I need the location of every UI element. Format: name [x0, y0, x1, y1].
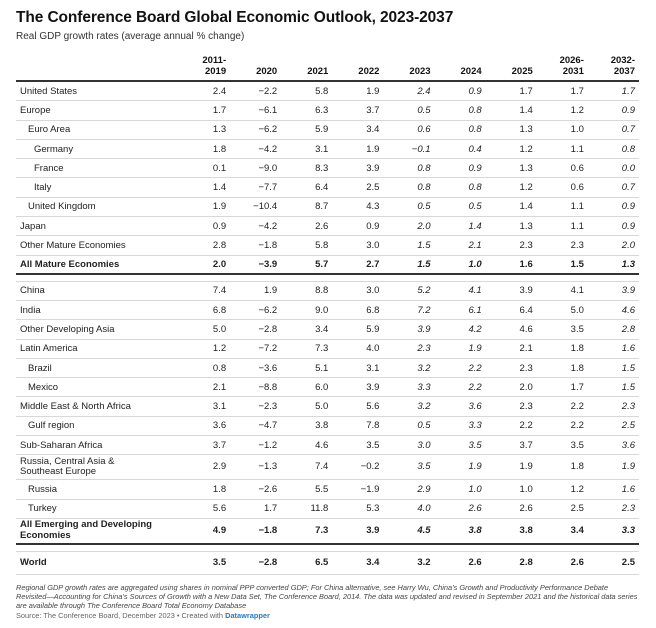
value-cell: 1.4	[435, 217, 486, 236]
value-cell: 3.5	[332, 436, 383, 455]
value-cell: 1.8	[179, 480, 230, 499]
subtitle: Real GDP growth rates (average annual % change)	[16, 31, 245, 42]
value-cell: 2.2	[486, 416, 537, 435]
table-row	[16, 81, 639, 101]
value-cell: 1.4	[486, 197, 537, 216]
value-cell: 3.1	[179, 397, 230, 416]
value-cell: 0.9	[435, 81, 486, 101]
value-cell: −4.2	[230, 139, 281, 158]
value-cell: 7.3	[281, 518, 332, 544]
value-cell: 2.8	[486, 551, 537, 574]
value-cell: 1.8	[537, 358, 588, 377]
value-cell: 5.0	[281, 397, 332, 416]
value-cell: 4.6	[281, 436, 332, 455]
value-cell: 1.0	[486, 480, 537, 499]
table-row	[16, 455, 639, 480]
value-cell: 3.5	[435, 436, 486, 455]
value-cell: 5.5	[281, 480, 332, 499]
value-cell: 1.9	[435, 339, 486, 358]
value-cell: 4.9	[179, 518, 230, 544]
page-title: The Conference Board Global Economic Outlook, 2023-2037	[16, 9, 454, 26]
total-row	[16, 518, 639, 544]
value-cell: 2.3	[537, 236, 588, 255]
value-cell: 1.5	[537, 255, 588, 274]
value-cell: 3.6	[179, 416, 230, 435]
row-label: Brazil	[16, 358, 179, 377]
table-row	[16, 139, 639, 158]
row-label: World	[16, 551, 179, 574]
value-cell: 8.3	[281, 159, 332, 178]
value-cell: 6.3	[281, 101, 332, 120]
value-cell: 1.2	[486, 139, 537, 158]
spacer-cell	[16, 274, 639, 282]
value-cell: 7.4	[179, 281, 230, 300]
value-cell: 2.3	[588, 499, 639, 518]
value-cell: 3.9	[588, 281, 639, 300]
value-cell: 2.2	[435, 358, 486, 377]
value-cell: 1.0	[537, 120, 588, 139]
value-cell: 1.1	[537, 139, 588, 158]
value-cell: 2.1	[435, 236, 486, 255]
table-row	[16, 358, 639, 377]
value-cell: 3.1	[281, 139, 332, 158]
value-cell: 0.6	[537, 159, 588, 178]
spacer-row	[16, 544, 639, 552]
table-row	[16, 416, 639, 435]
value-cell: 3.9	[486, 281, 537, 300]
value-cell: 0.6	[383, 120, 434, 139]
value-cell: 2.0	[588, 236, 639, 255]
value-cell: 2.4	[179, 81, 230, 101]
value-cell: 5.9	[281, 120, 332, 139]
value-cell: 1.7	[537, 81, 588, 101]
value-cell: 0.8	[588, 139, 639, 158]
column-header: 2024	[460, 66, 482, 77]
value-cell: 2.6	[281, 217, 332, 236]
value-cell: 5.7	[281, 255, 332, 274]
value-cell: 2.6	[435, 551, 486, 574]
value-cell: 9.0	[281, 300, 332, 319]
value-cell: 3.0	[332, 236, 383, 255]
spacer-cell	[16, 544, 639, 552]
row-label: Europe	[16, 101, 179, 120]
value-cell: 2.1	[179, 378, 230, 397]
row-label: France	[16, 159, 179, 178]
column-header: 2032- 2037	[610, 55, 635, 77]
value-cell: 3.0	[332, 281, 383, 300]
value-cell: 1.2	[537, 480, 588, 499]
value-cell: 2.5	[332, 178, 383, 197]
value-cell: 5.9	[332, 320, 383, 339]
value-cell: 1.7	[588, 81, 639, 101]
value-cell: 4.1	[537, 281, 588, 300]
column-header: 2026- 2031	[559, 55, 584, 77]
value-cell: 3.5	[383, 455, 434, 480]
row-label: All Mature Economies	[16, 255, 179, 274]
value-cell: 0.8	[435, 178, 486, 197]
table-row	[16, 236, 639, 255]
table-row	[16, 397, 639, 416]
value-cell: 1.9	[486, 455, 537, 480]
table-row	[16, 120, 639, 139]
value-cell: 1.3	[486, 120, 537, 139]
value-cell: 3.8	[435, 518, 486, 544]
value-cell: 2.5	[537, 499, 588, 518]
value-cell: 1.7	[486, 81, 537, 101]
value-cell: 6.5	[281, 551, 332, 574]
value-cell: 3.9	[332, 378, 383, 397]
table-body	[16, 81, 639, 574]
table-row	[16, 217, 639, 236]
value-cell: 0.9	[588, 101, 639, 120]
value-cell: 3.2	[383, 358, 434, 377]
value-cell: −4.2	[230, 217, 281, 236]
value-cell: −10.4	[230, 197, 281, 216]
value-cell: 3.5	[179, 551, 230, 574]
value-cell: 6.8	[179, 300, 230, 319]
table-row	[16, 101, 639, 120]
value-cell: 3.4	[332, 120, 383, 139]
gdp-table	[16, 55, 639, 575]
row-label: United States	[16, 81, 179, 101]
value-cell: 3.6	[588, 436, 639, 455]
value-cell: 2.9	[383, 480, 434, 499]
value-cell: 2.3	[486, 358, 537, 377]
value-cell: 4.1	[435, 281, 486, 300]
value-cell: 2.3	[588, 397, 639, 416]
value-cell: 2.3	[383, 339, 434, 358]
value-cell: 1.5	[588, 358, 639, 377]
value-cell: 3.5	[537, 436, 588, 455]
value-cell: 2.3	[486, 397, 537, 416]
value-cell: −2.8	[230, 551, 281, 574]
value-cell: 1.8	[537, 339, 588, 358]
column-header: 2025	[511, 66, 533, 77]
value-cell: 1.2	[486, 178, 537, 197]
row-label: Latin America	[16, 339, 179, 358]
value-cell: 3.4	[281, 320, 332, 339]
value-cell: 2.0	[486, 378, 537, 397]
row-label: Germany	[16, 139, 179, 158]
value-cell: 1.7	[179, 101, 230, 120]
row-label: India	[16, 300, 179, 319]
value-cell: 0.8	[383, 159, 434, 178]
table-row	[16, 339, 639, 358]
table-row	[16, 378, 639, 397]
value-cell: −7.2	[230, 339, 281, 358]
value-cell: 2.3	[486, 236, 537, 255]
row-label: Japan	[16, 217, 179, 236]
value-cell: 2.6	[486, 499, 537, 518]
value-cell: 1.5	[383, 255, 434, 274]
value-cell: 0.5	[383, 416, 434, 435]
row-label: Euro Area	[16, 120, 179, 139]
value-cell: 1.0	[435, 480, 486, 499]
value-cell: 6.0	[281, 378, 332, 397]
value-cell: 7.4	[281, 455, 332, 480]
value-cell: 1.3	[486, 159, 537, 178]
value-cell: 0.9	[435, 159, 486, 178]
value-cell: 1.5	[383, 236, 434, 255]
value-cell: 5.0	[179, 320, 230, 339]
value-cell: −6.2	[230, 300, 281, 319]
value-cell: 2.2	[435, 378, 486, 397]
value-cell: −3.6	[230, 358, 281, 377]
value-cell: −1.3	[230, 455, 281, 480]
value-cell: 0.9	[588, 197, 639, 216]
row-label: China	[16, 281, 179, 300]
value-cell: 3.7	[332, 101, 383, 120]
value-cell: 0.4	[435, 139, 486, 158]
value-cell: 0.5	[383, 101, 434, 120]
value-cell: 0.8	[435, 120, 486, 139]
value-cell: −7.7	[230, 178, 281, 197]
value-cell: 3.6	[435, 397, 486, 416]
value-cell: 3.7	[486, 436, 537, 455]
value-cell: −0.2	[332, 455, 383, 480]
value-cell: 1.7	[537, 378, 588, 397]
datawrapper-link[interactable]: Datawrapper	[225, 610, 270, 620]
row-label: Turkey	[16, 499, 179, 518]
row-label: Sub-Saharan Africa	[16, 436, 179, 455]
value-cell: 11.8	[281, 499, 332, 518]
value-cell: 0.7	[588, 120, 639, 139]
value-cell: 1.6	[588, 480, 639, 499]
value-cell: 0.0	[588, 159, 639, 178]
value-cell: 2.0	[383, 217, 434, 236]
value-cell: 2.9	[179, 455, 230, 480]
column-header: 2021	[307, 66, 329, 77]
value-cell: 3.3	[383, 378, 434, 397]
value-cell: −1.8	[230, 518, 281, 544]
value-cell: 1.3	[486, 217, 537, 236]
value-cell: 7.8	[332, 416, 383, 435]
value-cell: 1.9	[435, 455, 486, 480]
value-cell: 2.8	[179, 236, 230, 255]
value-cell: 1.0	[435, 255, 486, 274]
value-cell: 3.0	[383, 436, 434, 455]
footnote: Regional GDP growth rates are aggregated using shares in nominal PPP converted GDP; For China alternative, see Harry Wu, China’s Growth and Productivity Performance Debate Revisited—Accounting for China’s Sources of Growth with a New Data Set, The Conference Board, 2014. The data was updated and revised in September 2021 and the historical data series are available through The Conference Board Total Economy Database	[16, 582, 638, 610]
value-cell: 7.2	[383, 300, 434, 319]
value-cell: 5.6	[179, 499, 230, 518]
value-cell: 3.3	[435, 416, 486, 435]
value-cell: −9.0	[230, 159, 281, 178]
table-header-row	[16, 55, 639, 81]
value-cell: −2.6	[230, 480, 281, 499]
value-cell: 0.8	[383, 178, 434, 197]
value-cell: 0.1	[179, 159, 230, 178]
value-cell: 4.0	[383, 499, 434, 518]
value-cell: 3.8	[281, 416, 332, 435]
value-cell: 0.9	[332, 217, 383, 236]
table-row	[16, 436, 639, 455]
value-cell: 3.7	[179, 436, 230, 455]
value-cell: 6.4	[281, 178, 332, 197]
value-cell: 7.3	[281, 339, 332, 358]
value-cell: 1.2	[537, 101, 588, 120]
value-cell: 2.2	[537, 416, 588, 435]
value-cell: 1.6	[486, 255, 537, 274]
value-cell: 8.7	[281, 197, 332, 216]
table-row	[16, 159, 639, 178]
value-cell: 3.9	[383, 320, 434, 339]
value-cell: 1.8	[537, 455, 588, 480]
value-cell: 1.4	[179, 178, 230, 197]
value-cell: 0.7	[588, 178, 639, 197]
value-cell: 6.8	[332, 300, 383, 319]
value-cell: 5.1	[281, 358, 332, 377]
value-cell: 3.4	[537, 518, 588, 544]
spacer-row	[16, 274, 639, 282]
row-label: Italy	[16, 178, 179, 197]
source-line	[16, 611, 640, 620]
value-cell: 0.5	[435, 197, 486, 216]
value-cell: 1.1	[537, 217, 588, 236]
row-label: Other Developing Asia	[16, 320, 179, 339]
column-header: 2023	[409, 66, 431, 77]
value-cell: 0.9	[179, 217, 230, 236]
value-cell: 0.8	[435, 101, 486, 120]
value-cell: 3.5	[537, 320, 588, 339]
row-label: United Kingdom	[16, 197, 179, 216]
value-cell: 2.8	[588, 320, 639, 339]
value-cell: 1.3	[588, 255, 639, 274]
value-cell: −0.1	[383, 139, 434, 158]
value-cell: −6.1	[230, 101, 281, 120]
value-cell: 6.1	[435, 300, 486, 319]
value-cell: 3.2	[383, 397, 434, 416]
header-label-empty	[16, 55, 179, 81]
value-cell: 2.6	[537, 551, 588, 574]
value-cell: 2.0	[179, 255, 230, 274]
value-cell: −6.2	[230, 120, 281, 139]
value-cell: 8.8	[281, 281, 332, 300]
value-cell: 1.3	[179, 120, 230, 139]
value-cell: 2.7	[332, 255, 383, 274]
row-label: Mexico	[16, 378, 179, 397]
value-cell: 3.1	[332, 358, 383, 377]
value-cell: 5.6	[332, 397, 383, 416]
value-cell: −1.2	[230, 436, 281, 455]
column-header: 2022	[358, 66, 380, 77]
table-row	[16, 300, 639, 319]
value-cell: −2.8	[230, 320, 281, 339]
value-cell: 3.2	[383, 551, 434, 574]
value-cell: 3.4	[332, 551, 383, 574]
value-cell: 1.4	[486, 101, 537, 120]
value-cell: 5.8	[281, 81, 332, 101]
table-row	[16, 480, 639, 499]
value-cell: 2.2	[537, 397, 588, 416]
value-cell: 3.9	[332, 159, 383, 178]
value-cell: 1.8	[179, 139, 230, 158]
table-row	[16, 281, 639, 300]
table-row	[16, 197, 639, 216]
value-cell: −2.3	[230, 397, 281, 416]
value-cell: 1.7	[230, 499, 281, 518]
value-cell: 2.6	[435, 499, 486, 518]
value-cell: 3.3	[588, 518, 639, 544]
value-cell: −1.9	[332, 480, 383, 499]
value-cell: 0.8	[179, 358, 230, 377]
total-row	[16, 255, 639, 274]
table-row	[16, 178, 639, 197]
source-text: Source: The Conference Board, December 2023 • Created with	[16, 610, 224, 620]
value-cell: 5.2	[383, 281, 434, 300]
value-cell: 1.2	[179, 339, 230, 358]
value-cell: 4.6	[588, 300, 639, 319]
value-cell: −1.8	[230, 236, 281, 255]
value-cell: 1.9	[179, 197, 230, 216]
column-header: 2020	[256, 66, 278, 77]
value-cell: 1.9	[588, 455, 639, 480]
value-cell: 4.3	[332, 197, 383, 216]
row-label: Russia, Central Asia & Southeast Europe	[16, 455, 179, 480]
value-cell: 1.6	[588, 339, 639, 358]
value-cell: 5.3	[332, 499, 383, 518]
value-cell: 2.1	[486, 339, 537, 358]
row-label: Middle East & North Africa	[16, 397, 179, 416]
table-row	[16, 499, 639, 518]
row-label: Russia	[16, 480, 179, 499]
value-cell: 2.5	[588, 416, 639, 435]
value-cell: −2.2	[230, 81, 281, 101]
value-cell: 0.5	[383, 197, 434, 216]
value-cell: 1.5	[588, 378, 639, 397]
value-cell: 5.0	[537, 300, 588, 319]
row-label: Gulf region	[16, 416, 179, 435]
row-label: All Emerging and Developing Economies	[16, 518, 179, 544]
value-cell: −3.9	[230, 255, 281, 274]
table-row	[16, 320, 639, 339]
value-cell: −4.7	[230, 416, 281, 435]
value-cell: 0.9	[588, 217, 639, 236]
value-cell: 1.1	[537, 197, 588, 216]
value-cell: 4.2	[435, 320, 486, 339]
world-row	[16, 551, 639, 574]
value-cell: 3.9	[332, 518, 383, 544]
value-cell: 1.9	[332, 139, 383, 158]
column-header: 2011- 2019	[202, 55, 227, 77]
value-cell: 2.4	[383, 81, 434, 101]
value-cell: 0.6	[537, 178, 588, 197]
row-label: Other Mature Economies	[16, 236, 179, 255]
value-cell: 1.9	[230, 281, 281, 300]
value-cell: 4.0	[332, 339, 383, 358]
value-cell: 1.9	[332, 81, 383, 101]
value-cell: 6.4	[486, 300, 537, 319]
value-cell: 2.5	[588, 551, 639, 574]
value-cell: 4.5	[383, 518, 434, 544]
value-cell: −8.8	[230, 378, 281, 397]
value-cell: 4.6	[486, 320, 537, 339]
value-cell: 3.8	[486, 518, 537, 544]
value-cell: 5.8	[281, 236, 332, 255]
